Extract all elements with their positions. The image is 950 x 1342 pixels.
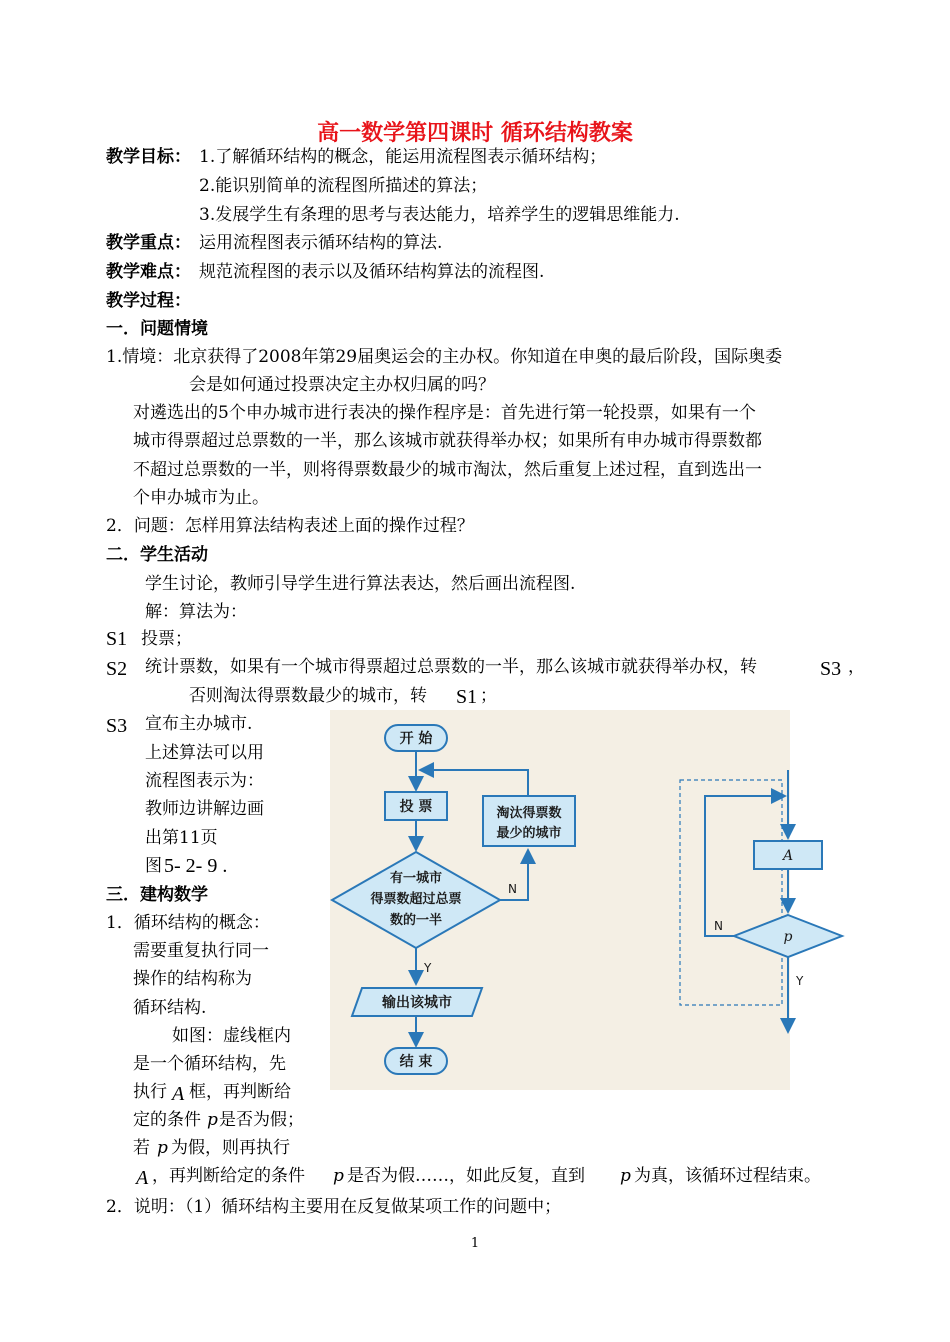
flow-eliminate-line2: 最少的城市 [496,826,562,841]
explanation-item: 2．说明：（1）循环结构主要用在反复做某项工作的问题中； [106,1197,562,1217]
flow-output-label: 输出该城市 [382,995,452,1011]
page-number: 1 [470,1236,480,1251]
if-suffix: 为假，则再执行 [171,1138,290,1158]
procedure-line1: 对遴选出的5个申办城市进行表决的操作程序是：首先进行第一轮投票，如果有一个 [133,403,756,423]
last-line-end: 为真，该循环过程结束。 [634,1166,821,1186]
flow-decision-line1: 有一城市 [389,871,443,886]
flow-end [385,1048,447,1074]
step-s2-goto-s1: S1 [456,686,478,708]
exec-suffix: 框，再判断给 [189,1082,291,1102]
var-a-2: A [136,1167,149,1189]
last-line-mid2: 是否为假……，如此反复，直到 [347,1166,585,1186]
flow-vote-label: 投 票 [399,799,433,815]
loop-no-label: N [714,919,723,933]
figure-explain-line1: 如图：虚线框内 [172,1026,291,1046]
activity-line1: 学生讨论，教师引导学生进行算法表达，然后画出流程图. [145,574,576,594]
var-p-3: p [333,1166,344,1186]
step-s2-line2: 否则淘汰得票数最少的城市，转 [189,686,427,706]
var-p: p [207,1110,218,1130]
step-s1-text: 投票； [141,629,192,649]
flow-no-label: N [508,882,517,896]
flow-start-label: 开 始 [399,731,433,747]
flow-start [385,725,447,751]
if-prefix: 若 [133,1138,150,1158]
step-s2-comma: ， [848,657,865,677]
section3-heading: 三．建构数学 [106,885,208,905]
key-point-label: 教学重点： [106,233,191,253]
var-p-2: p [157,1138,168,1158]
step-s2-text: 统计票数，如果有一个城市得票超过总票数的一半，那么该城市就获得举办权，转 [145,657,757,677]
step-s2-goto-s3: S3 [820,658,842,680]
key-point-text: 运用流程图表示循环结构的算法. [199,233,443,253]
flowchart-figure [330,710,804,1090]
flow-decision-line3: 数的一半 [389,913,443,928]
step-s3-label: S3 [106,715,128,737]
procedure-line4: 个申办城市为止。 [133,488,269,508]
definition-line1: 需要重复执行同一 [133,941,269,961]
situation-line2: 会是如何通过投票决定主办权归属的吗？ [189,375,495,395]
var-a: A [172,1083,185,1105]
page-title: 高一数学第四课时 循环结构教案 [317,121,633,146]
cond-suffix: 是否为假； [219,1110,304,1130]
flow-end-label: 结 束 [399,1054,433,1070]
cond-prefix: 定的条件 [133,1110,201,1130]
flow-eliminate-line1: 淘汰得票数 [496,806,562,821]
loop-box-a-label: A [782,848,794,864]
flow-decision-line2: 得票数超过总票 [370,892,462,907]
figure-explain-line2: 是一个循环结构，先 [133,1054,286,1074]
objectives-label: 教学目标： [106,147,191,167]
objective-2: 2.能识别简单的流程图所描述的算法； [199,176,488,196]
loop-box-a [754,841,822,869]
figure-reference: 5- 2- 9 . [164,855,228,877]
process-label: 教学过程： [106,291,191,311]
definition-line3: 循环结构. [133,998,207,1018]
step-s1-label: S1 [106,628,128,650]
last-line-mid: ，再判断给定的条件 [152,1166,305,1186]
exec-prefix: 执行 [133,1082,167,1102]
situation-line1: 1.情境：北京获得了2008年第29届奥运会的主办权。你知道在申奥的最后阶段，国际奥委 [106,347,783,367]
activity-line2: 解：算法为： [145,602,247,622]
flow-output [352,988,482,1016]
step-s2-end: ； [480,686,497,706]
narrow-line1: 上述算法可以用 [145,743,264,763]
loop-decision-p-label: p [783,929,793,945]
difficulty-text: 规范流程图的表示以及循环结构算法的流程图. [199,262,545,282]
difficulty-label: 教学难点： [106,262,191,282]
procedure-line2: 城市得票超过总票数的一半，那么该城市就获得举办权；如果所有申办城市得票数都 [133,431,762,451]
flow-eliminate [483,796,575,846]
definition-line2: 操作的结构称为 [133,969,252,989]
question-item: 2．问题：怎样用算法结构表述上面的操作过程？ [106,516,474,536]
objective-3: 3.发展学生有条理的思考与表达能力，培养学生的逻辑思维能力. [199,205,680,225]
figure-prefix: 图 [145,856,162,876]
flow-vote [385,792,447,820]
step-s2-label: S2 [106,658,128,680]
objective-1: 1.了解循环结构的概念，能运用流程图表示循环结构； [199,147,607,167]
flow-yes-label: Y [424,961,432,975]
procedure-line3: 不超过总票数的一半，则将得票数最少的城市淘汰，然后重复上述过程，直到选出一 [133,460,762,480]
narrow-line2: 流程图表示为： [145,771,264,791]
section1-heading: 一．问题情境 [106,319,208,339]
step-s3-text: 宣布主办城市. [145,714,253,734]
narrow-line3: 教师边讲解边画 [145,799,264,819]
loop-yes-label: Y [796,974,804,988]
section2-heading: 二．学生活动 [106,545,208,565]
loop-concept-item: 1．循环结构的概念： [106,913,270,933]
var-p-4: p [620,1166,631,1186]
narrow-line4: 出第11页 [145,828,218,848]
